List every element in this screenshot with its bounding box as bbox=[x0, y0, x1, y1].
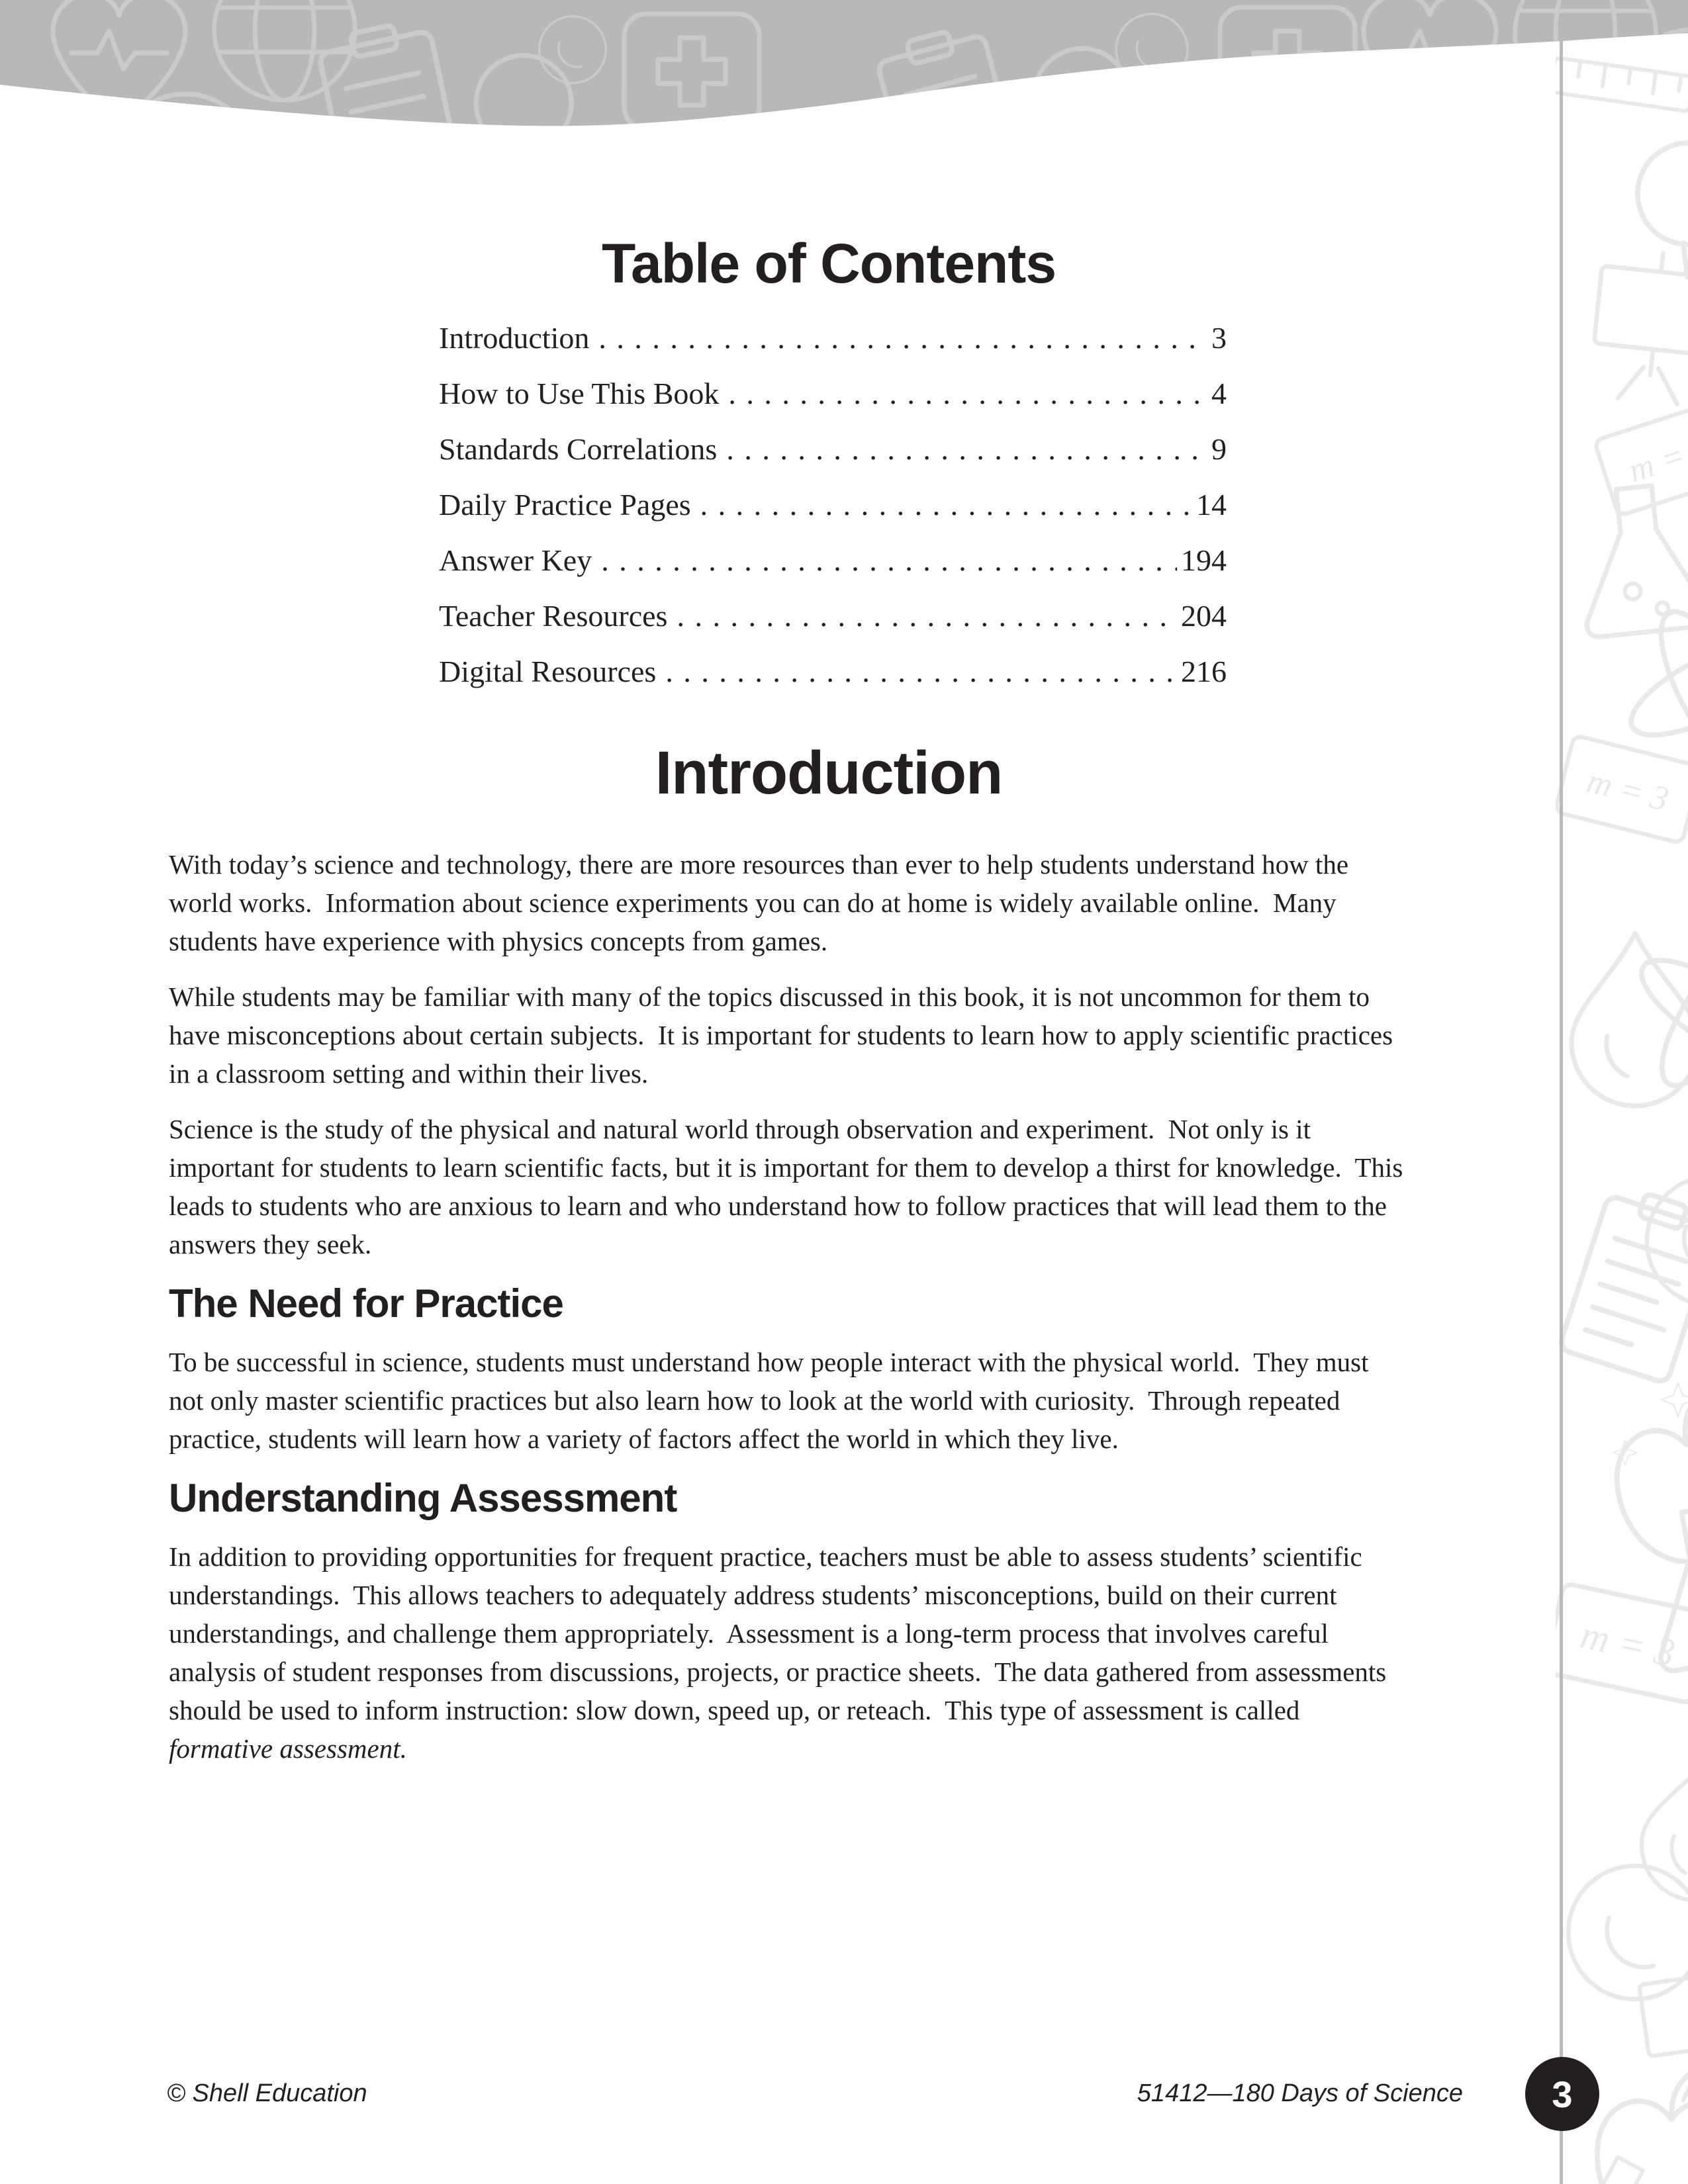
toc-row-introduction bbox=[439, 320, 1227, 376]
page-footer bbox=[167, 2078, 1463, 2109]
toc-row-standards bbox=[439, 432, 1227, 487]
table-of-contents bbox=[439, 320, 1227, 709]
toc-page-number: 194 bbox=[1181, 543, 1227, 577]
toc-dot-leader bbox=[700, 487, 1192, 522]
flask-doodle-icon bbox=[1556, 2141, 1673, 2184]
side-rule-divider bbox=[1560, 38, 1563, 2184]
toc-label: Answer Key bbox=[439, 543, 592, 577]
formative-assessment-term: formative assessment. bbox=[169, 1733, 407, 1764]
intro-paragraph: Science is the study of the physical and natural world through observation and experiment. Not only is it important for students to learn scientific facts, but it is important for them to develop a thirst for knowledge. This leads to students who are anxious to learn and who understand how to follow practices that will lead them to the answers they seek. bbox=[169, 1114, 1410, 1259]
page-number: 3 bbox=[1552, 2073, 1573, 2115]
petri-dish-doodle-icon bbox=[1391, 77, 1515, 199]
toc-page-number: 216 bbox=[1181, 655, 1227, 688]
toc-page-number: 204 bbox=[1181, 599, 1227, 633]
toc-page-number: 4 bbox=[1211, 377, 1227, 410]
sparkle-doodle-icon bbox=[632, 185, 665, 199]
toc-dot-leader bbox=[601, 543, 1177, 578]
clipboard-doodle-icon bbox=[1559, 1183, 1688, 1384]
toc-page-number: 9 bbox=[1211, 432, 1227, 466]
toc-page-number: 3 bbox=[1211, 321, 1227, 355]
section-paragraph: To be successful in science, students must understand how people interact with the physical world. They must not only master scientific practices but also learn how to look at the world with curiosity. Through repeated practice, students will learn how a variety of factors affect the world in which they live. bbox=[169, 1347, 1376, 1454]
toc-row-digital-resources bbox=[439, 654, 1227, 709]
footer-book-id: 51412—180 Days of Science bbox=[1137, 2079, 1463, 2107]
toc-dot-leader bbox=[598, 320, 1207, 355]
formula-card-doodle-icon bbox=[1556, 1583, 1688, 1704]
toc-row-teacher-resources bbox=[439, 598, 1227, 654]
formula-card-doodle-icon bbox=[1594, 400, 1688, 516]
section-paragraph-text: In addition to providing opportunities for frequent practice, teachers must be able to assess students’ scientific understandings. This allows teachers to adequately address students’ misconceptions, build on their current understandings, and challenge them appropriately. Assessment is a long-term process that involves careful analysis of student responses from discussions, projects, or practice sheets. The data gathered from assessments should be used to inform instruction: slow down, speed up, or reteach. This type of assessment is called bbox=[169, 1541, 1393, 1725]
saturn-doodle-icon bbox=[735, 194, 931, 199]
introduction-title: Introduction bbox=[655, 739, 1003, 807]
petri-dish-doodle-icon bbox=[114, 94, 257, 199]
sparkle-doodle-icon bbox=[1662, 1383, 1688, 1416]
side-doodle-strip bbox=[1556, 0, 1688, 2184]
toc-dot-leader bbox=[677, 598, 1177, 633]
toc-label: Standards Correlations bbox=[439, 432, 718, 466]
footer-copyright: © Shell Education bbox=[167, 2079, 367, 2107]
header-doodle-band bbox=[0, 0, 1688, 199]
toc-row-answer-key bbox=[439, 543, 1227, 598]
toc-title: Table of Contents bbox=[601, 232, 1056, 295]
section-paragraph bbox=[169, 1537, 1407, 1768]
page-number-badge bbox=[1525, 2057, 1599, 2131]
toc-row-daily-practice bbox=[439, 487, 1227, 543]
toc-dot-leader bbox=[728, 376, 1207, 411]
toc-label: How to Use This Book bbox=[439, 377, 720, 410]
intro-paragraph: With today’s science and technology, there are more resources than ever to help students understand how the world works. Information about science experiments you can do at home is widely available online. Many students have experience with physics concepts from games. bbox=[169, 849, 1356, 956]
intro-paragraph: While students may be familiar with many of the topics discussed in this book, it is not uncommon for them to have misconceptions about certain subjects. It is important for students to learn how to apply scientific practices in a classroom setting and within their lives. bbox=[169, 981, 1400, 1089]
body-text-column bbox=[169, 845, 1410, 1785]
toc-row-how-to-use bbox=[439, 376, 1227, 432]
section-heading-understanding-assessment: Understanding Assessment bbox=[169, 1476, 677, 1520]
toc-dot-leader bbox=[726, 432, 1207, 467]
clipboard-doodle-icon bbox=[1630, 21, 1688, 197]
toc-label: Teacher Resources bbox=[439, 599, 668, 633]
toc-page-number: 14 bbox=[1196, 488, 1227, 522]
toc-label: Digital Resources bbox=[439, 655, 657, 688]
toc-label: Daily Practice Pages bbox=[439, 488, 691, 522]
section-heading-need-for-practice: The Need for Practice bbox=[169, 1281, 563, 1326]
toc-dot-leader bbox=[665, 654, 1177, 689]
apple-doodle-icon bbox=[1606, 1387, 1688, 1570]
toc-label: Introduction bbox=[439, 321, 590, 355]
